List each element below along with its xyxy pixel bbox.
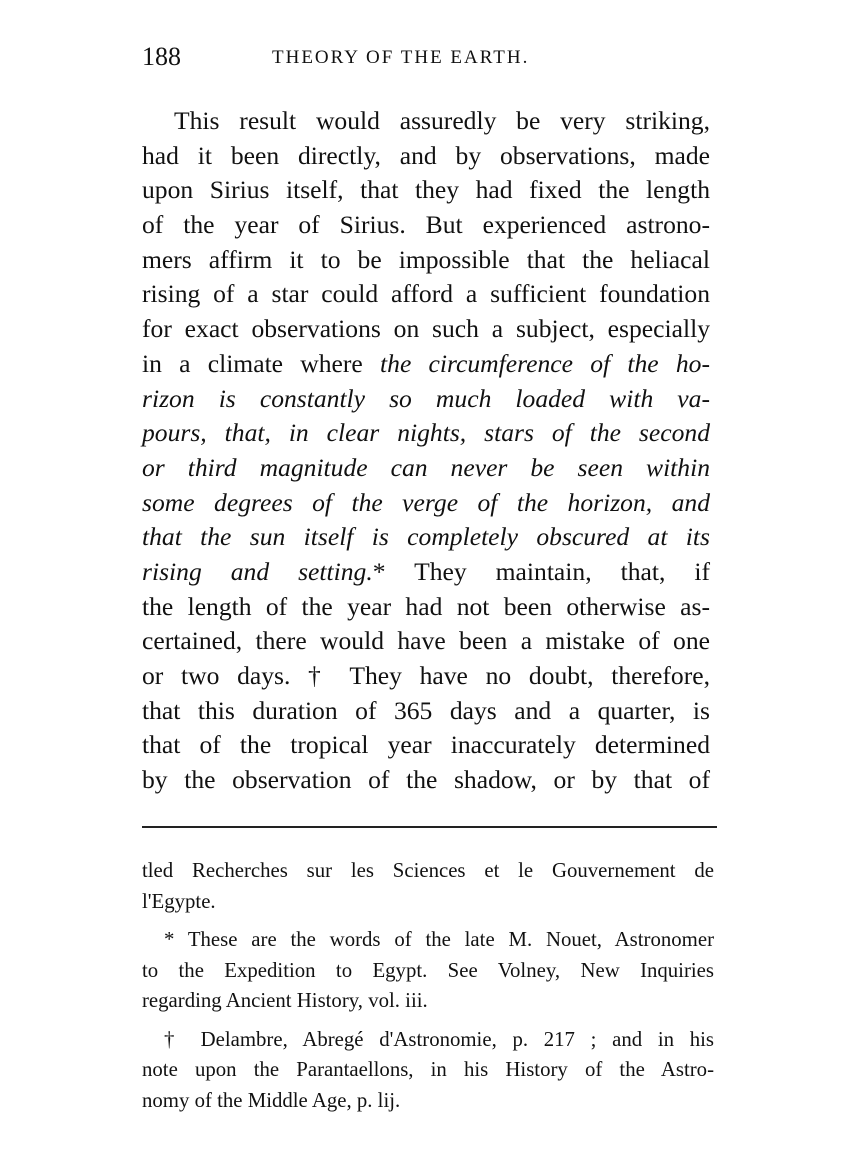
- body-line: by the observation of the shadow, or by that of: [142, 765, 710, 795]
- footnote-continuation-line: l'Egypte.: [142, 889, 216, 913]
- page-number: 188: [142, 42, 181, 71]
- body-line-mixed: [142, 555, 710, 590]
- body-line: certained, there would have been a mistake of one: [142, 626, 710, 656]
- body-line-roman: * They maintain, that, if: [372, 556, 710, 586]
- footnote-dagger-line: nomy of the Middle Age, p. lij.: [142, 1088, 401, 1112]
- body-line: rising of a star could afford a sufficient foundation: [142, 279, 710, 309]
- body-line: that of the tropical year inaccurately determined: [142, 730, 710, 760]
- body-line: had it been directly, and by observations, made: [142, 140, 710, 170]
- body-line: of the year of Sirius. But experienced astrono-: [142, 210, 710, 240]
- footnote-divider: [142, 826, 717, 828]
- body-line: This result would assuredly be very striking,: [174, 106, 710, 135]
- body-line-italic: the circumference of the ho-: [380, 348, 710, 378]
- body-line-italic: pours, that, in clear nights, stars of the second: [142, 418, 710, 448]
- body-line-roman: in a climate where: [142, 348, 363, 378]
- body-line-italic: rizon is constantly so much loaded with va-: [142, 383, 710, 413]
- body-line: or two days. † They have no doubt, therefore,: [142, 661, 710, 690]
- footnote-star-line: to the Expedition to Egypt. See Volney, New Inquiries: [142, 958, 714, 982]
- footnote-star-line: regarding Ancient History, vol. iii.: [142, 989, 428, 1012]
- body-line: the length of the year had not been otherwise as-: [142, 591, 710, 621]
- body-line-italic: some degrees of the verge of the horizon, and: [142, 487, 710, 517]
- running-head: [142, 42, 717, 72]
- body-line: for exact observations on such a subject, especially: [142, 314, 710, 344]
- body-line-italic: rising and setting.: [142, 556, 373, 586]
- body-line: upon Sirius itself, that they had fixed the length: [142, 175, 710, 205]
- body-line-mixed: [142, 347, 710, 382]
- footnotes: [142, 856, 714, 1116]
- running-title: THEORY OF THE EARTH.: [272, 47, 530, 68]
- body-line: mers affirm it to be impossible that the heliacal: [142, 244, 710, 274]
- footnote-continuation-line: tled Recherches sur les Sciences et le Gouvernement de: [142, 859, 714, 882]
- body-line: that this duration of 365 days and a quarter, is: [142, 695, 710, 725]
- footnote-star-line: * These are the words of the late M. Nouet, Astronomer: [164, 928, 714, 951]
- body-line-italic: or third magnitude can never be seen within: [142, 452, 710, 482]
- footnote-dagger-line: † Delambre, Abregé d'Astronomie, p. 217 ; and in his: [164, 1027, 714, 1051]
- body-text: [142, 104, 710, 798]
- footnote-dagger-line: note upon the Parantaellons, in his History of the Astro-: [142, 1058, 714, 1081]
- body-line-italic: that the sun itself is completely obscured at its: [142, 522, 710, 552]
